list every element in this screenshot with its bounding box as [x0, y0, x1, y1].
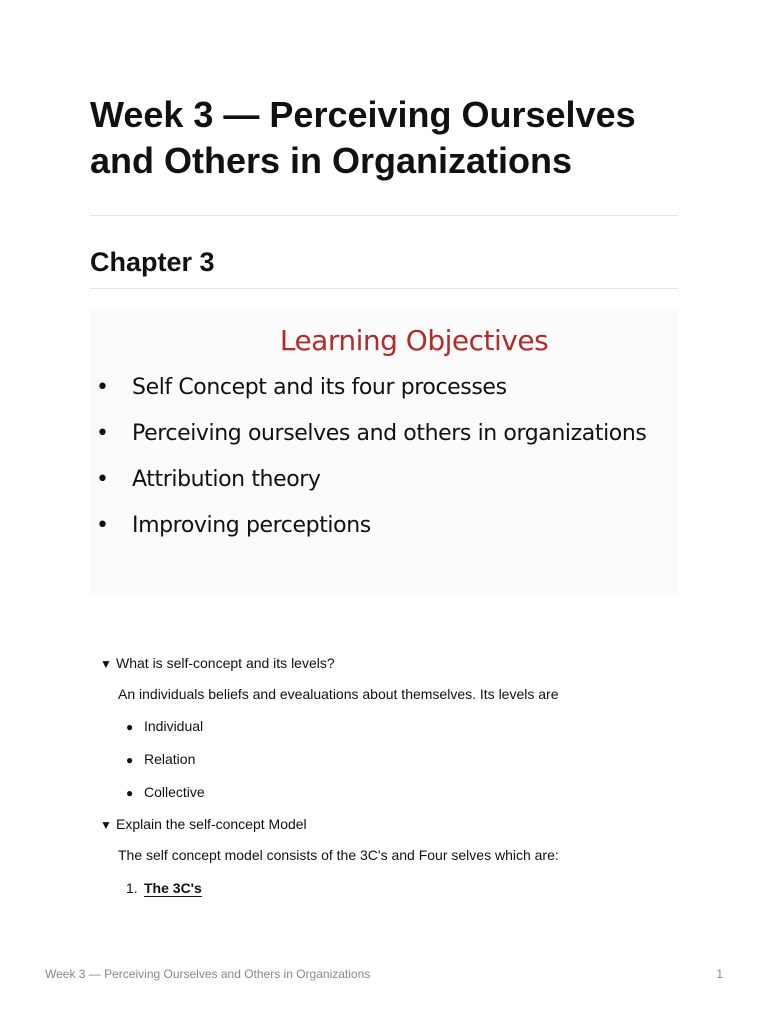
- chapter-divider: [90, 288, 678, 289]
- bullet-dot-icon: •: [96, 467, 109, 492]
- caret-down-icon[interactable]: ▼: [100, 657, 112, 671]
- toggle-answer: An individuals beliefs and evealuations about themselves. Its levels are: [118, 686, 559, 702]
- list-item: ● Collective: [126, 782, 205, 803]
- page-number: 1: [716, 967, 723, 981]
- learning-objectives-slide-image: Learning Objectives • Self Concept and its four processes • Perceiving ourselves and others in organizations • Attribution theory • Improving perceptions: [90, 308, 678, 595]
- toggle-question: Explain the self-concept Model: [116, 816, 307, 832]
- slide-title: Learning Objectives: [279, 324, 549, 357]
- caret-down-icon[interactable]: ▼: [100, 818, 112, 832]
- chapter-heading: Chapter 3: [90, 247, 215, 277]
- toggle-self-concept-model[interactable]: [100, 814, 307, 835]
- toggle-question: What is self-concept and its levels?: [116, 655, 335, 671]
- toggle-answer: The self concept model consists of the 3C's and Four selves which are:: [118, 847, 559, 863]
- toggle-self-concept-levels[interactable]: [100, 653, 335, 674]
- list-item: ● Individual: [126, 716, 203, 737]
- page-title: Week 3 — Perceiving Ourselves and Others in Organizations: [90, 94, 636, 181]
- numbered-item-label: The 3C's: [144, 880, 202, 896]
- footer-title: Week 3 — Perceiving Ourselves and Others in Organizations: [45, 967, 371, 981]
- bullet-dot-icon: •: [96, 421, 109, 446]
- numbered-item: 1. The 3C's: [126, 880, 202, 896]
- bullet-dot-icon: •: [96, 375, 109, 400]
- bullet-dot-icon: •: [96, 513, 109, 538]
- list-item: ● Relation: [126, 749, 195, 770]
- bullet-dot-icon: ●: [126, 753, 134, 767]
- title-divider: [90, 215, 678, 216]
- bullet-dot-icon: ●: [126, 720, 134, 734]
- bullet-dot-icon: ●: [126, 786, 134, 800]
